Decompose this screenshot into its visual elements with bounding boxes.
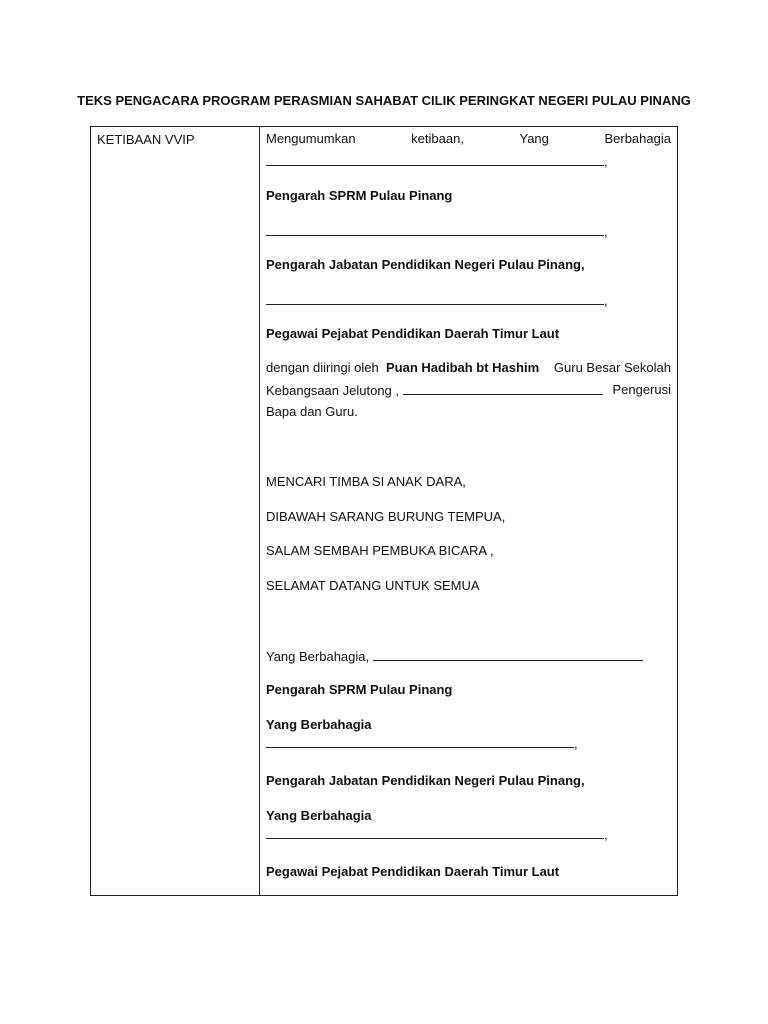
title-jpn: Pengarah Jabatan Pendidikan Negeri Pulau Pinang,: [266, 257, 585, 272]
blank-line-5: ,: [266, 826, 608, 842]
intro-line: [266, 131, 671, 146]
yb-label-2: Yang Berbahagia: [266, 808, 372, 823]
accompany-post: Guru Besar Sekolah: [553, 360, 671, 375]
fill-blank: [266, 735, 574, 748]
blank-line-1: ,: [266, 153, 608, 169]
document-title: TEKS PENGACARA PROGRAM PERASMIAN SAHABAT CILIK PERINGKAT NEGERI PULAU PINANG: [77, 93, 691, 108]
fill-blank: [403, 382, 603, 395]
pantun-line-2: DIBAWAH SARANG BURUNG TEMPUA,: [266, 509, 506, 524]
blank-line-2: ,: [266, 223, 608, 239]
accompany-line2-pre: Kebangsaan Jelutong ,: [266, 383, 399, 398]
fill-blank: [266, 153, 604, 166]
left-cell-label: KETIBAAN VVIP: [97, 132, 195, 147]
accompany-line-2: [266, 382, 671, 398]
announcement-table: [90, 126, 678, 896]
yb-comma-label: Yang Berbahagia,: [266, 649, 370, 664]
intro-word-1: Mengumumkan: [266, 131, 356, 146]
blank-line-4: ,: [266, 735, 578, 751]
accompany-line-3: Bapa dan Guru.: [266, 404, 358, 419]
fill-blank: [266, 223, 604, 236]
title-sprm-2: Pengarah SPRM Pulau Pinang: [266, 682, 453, 697]
intro-word-2: ketibaan,: [411, 131, 464, 146]
accompany-line-1: [266, 360, 671, 375]
accompany-pre: dengan diiringi oleh: [266, 360, 379, 375]
accompany-name: Puan Hadibah bt Hashim: [386, 360, 540, 375]
fill-blank: [266, 826, 604, 839]
intro-word-4: Berbahagia: [604, 131, 671, 146]
column-divider: [259, 127, 260, 895]
intro-word-3: Yang: [519, 131, 549, 146]
yb-line: [266, 648, 643, 664]
pantun-line-1: MENCARI TIMBA SI ANAK DARA,: [266, 474, 466, 489]
title-sprm: Pengarah SPRM Pulau Pinang: [266, 188, 453, 203]
pantun-line-3: SALAM SEMBAH PEMBUKA BICARA ,: [266, 543, 494, 558]
accompany-line2-post: Pengerusi: [612, 382, 671, 397]
title-ppd-2: Pegawai Pejabat Pendidikan Daerah Timur Laut: [266, 864, 560, 879]
fill-blank: [373, 648, 643, 661]
fill-blank: [266, 292, 604, 305]
yb-label-1: Yang Berbahagia: [266, 717, 372, 732]
title-jpn-2: Pengarah Jabatan Pendidikan Negeri Pulau Pinang,: [266, 773, 585, 788]
title-ppd: Pegawai Pejabat Pendidikan Daerah Timur Laut: [266, 326, 560, 341]
blank-line-3: ,: [266, 292, 608, 308]
pantun-line-4: SELAMAT DATANG UNTUK SEMUA: [266, 578, 480, 593]
